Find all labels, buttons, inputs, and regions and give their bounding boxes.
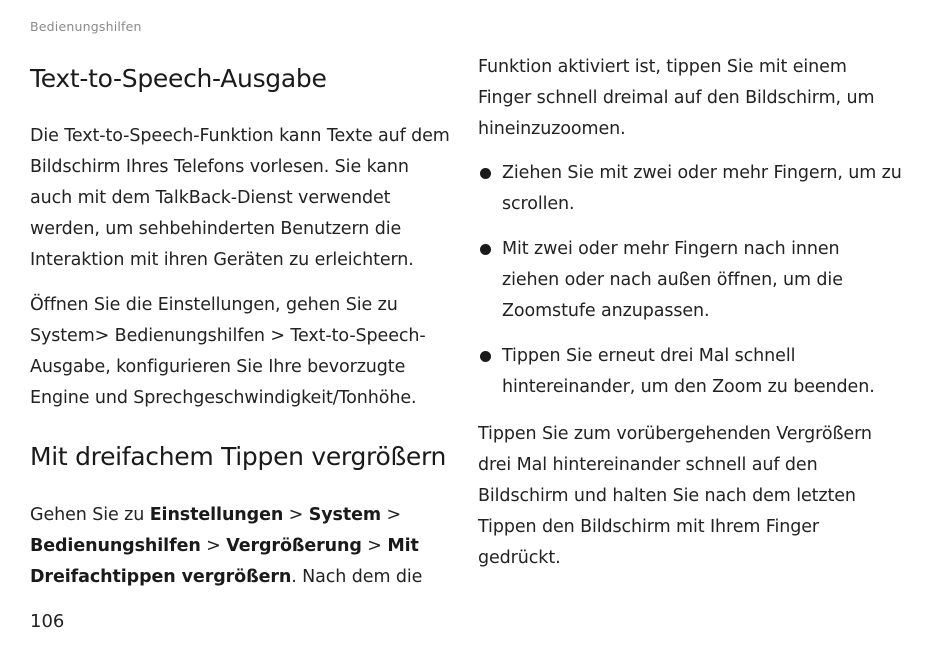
path-separator: > bbox=[283, 505, 309, 525]
path-magnification: Vergrößerung bbox=[226, 536, 362, 556]
bullet-text: Mit zwei oder mehr Fingern nach innen ziehen oder nach außen öffnen, um die Zoomstufe anzupassen. bbox=[502, 239, 843, 321]
path-settings: Einstellungen bbox=[149, 505, 284, 525]
heading-triple-tap-zoom: Mit dreifachem Tippen vergrößern bbox=[30, 442, 447, 471]
path-triple-tap: Mit Dreifachtippen vergrößern bbox=[30, 536, 419, 587]
section-header: Bedienungshilfen bbox=[30, 19, 142, 34]
heading-text-to-speech: Text-to-Speech-Ausgabe bbox=[30, 64, 327, 93]
paragraph-tts-intro: Die Text-to-Speech-Funktion kann Texte auf dem Bildschirm Ihres Telefons vorlesen. Sie kann auch mit dem TalkBack-Dienst verwendet werden, um sehbehinderten Benutzern die Interaktion mit ihren Geräten zu erleichtern. bbox=[30, 126, 450, 270]
page-number: 106 bbox=[30, 611, 65, 632]
path-separator: > bbox=[200, 536, 227, 556]
path-text: Gehen Sie zu bbox=[30, 505, 150, 525]
path-accessibility: Bedienungshilfen bbox=[30, 536, 201, 556]
bullet-dot-icon bbox=[480, 244, 491, 255]
paragraph-continuation: Funktion aktiviert ist, tippen Sie mit einem Finger schnell dreimal auf den Bildschirm, um hineinzuzoomen. bbox=[478, 57, 875, 139]
path-system: System bbox=[308, 505, 382, 525]
paragraph-triple-tap-path bbox=[30, 500, 430, 593]
path-text-end: . Nach dem die bbox=[291, 567, 423, 587]
paragraph-temporary-zoom: Tippen Sie zum vorübergehenden Vergrößern drei Mal hintereinander schnell auf den Bildschirm und halten Sie nach dem letzten Tippen den Bildschirm mit Ihrem Finger gedrückt. bbox=[478, 424, 872, 568]
bullet-dot-icon bbox=[480, 168, 491, 179]
path-separator: > bbox=[361, 536, 388, 556]
paragraph-tts-settings: Öffnen Sie die Einstellungen, gehen Sie zu System> Bedienungshilfen > Text-to-Speech-Ausgabe, konfigurieren Sie Ihre bevorzugte Engine und Sprechgeschwindigkeit/Tonhöhe. bbox=[30, 295, 426, 408]
bullet-dot-icon bbox=[480, 351, 491, 362]
bullet-text: Tippen Sie erneut drei Mal schnell hintereinander, um den Zoom zu beenden. bbox=[502, 346, 875, 397]
path-separator: > bbox=[381, 505, 402, 525]
bullet-text: Ziehen Sie mit zwei oder mehr Fingern, um zu scrollen. bbox=[502, 163, 902, 214]
